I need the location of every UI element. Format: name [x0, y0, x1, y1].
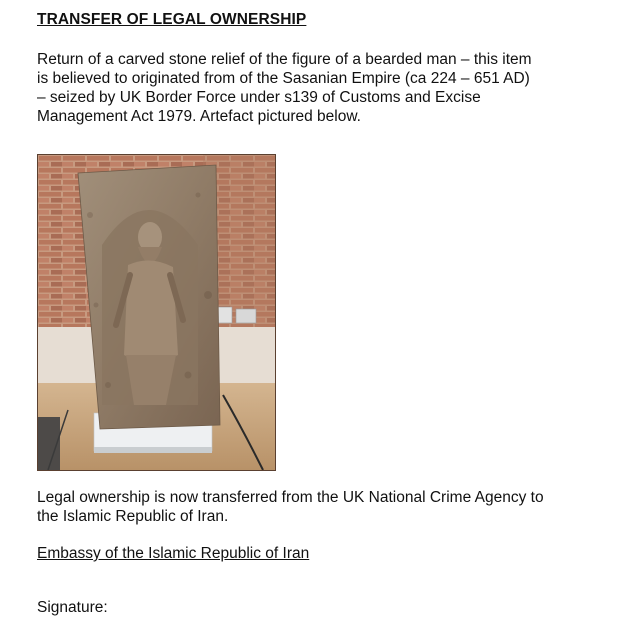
artefact-photo — [37, 154, 276, 471]
intro-paragraph: Return of a carved stone relief of the figure of a bearded man – this item is believed to originated from of the Sasanian Empire (ca 224 – 651 AD) – seized by UK Border Force under s139 of Customs and Excise Management Act 1979. Artefact pictured below. — [37, 51, 532, 125]
ownership-statement: Legal ownership is now transferred from the UK National Crime Agency to the Islamic Republic of Iran. — [37, 489, 544, 525]
recipient-name: Embassy of the Islamic Republic of Iran — [37, 545, 310, 562]
document-title: TRANSFER OF LEGAL OWNERSHIP — [37, 11, 307, 28]
signature-label: Signature: — [37, 599, 108, 616]
document — [37, 10, 612, 616]
